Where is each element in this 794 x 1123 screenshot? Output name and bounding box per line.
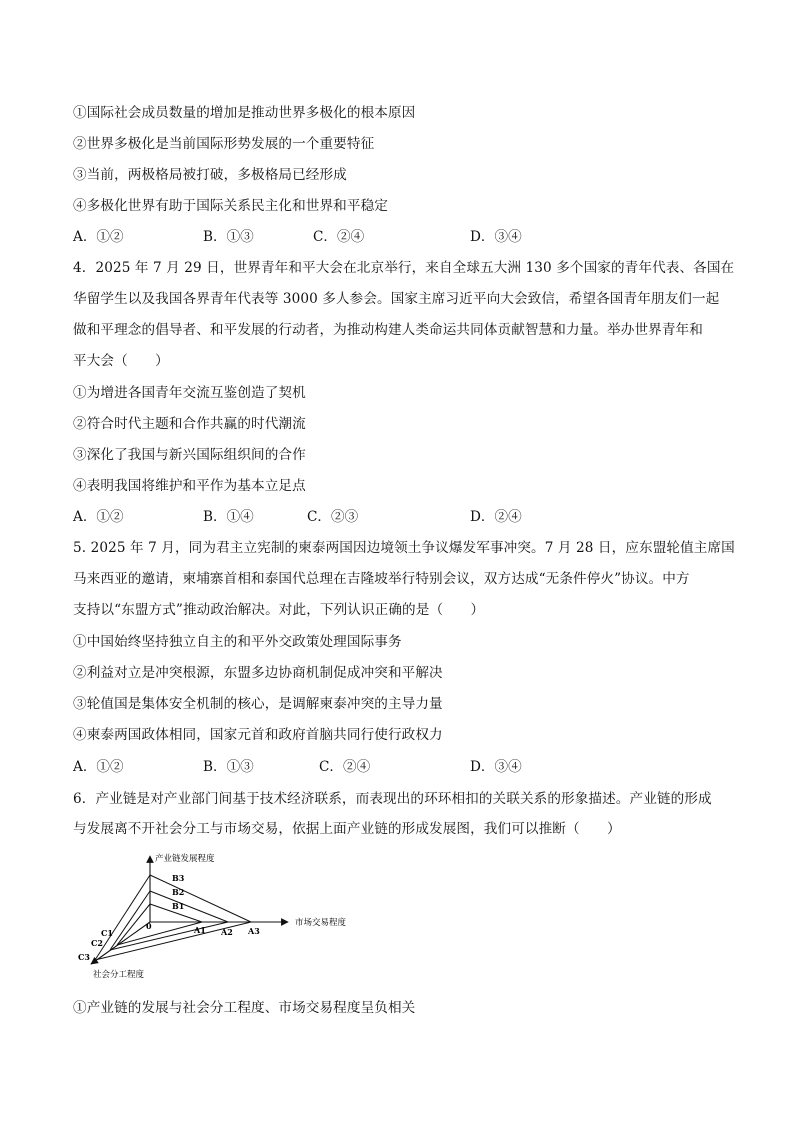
q5-stem-line-2: 马来西亚的邀请，柬埔寨首相和泰国代总理在吉隆坡举行特别会议，双方达成“无条件停火”协议。中方: [73, 571, 690, 587]
q5-option-2: ②利益对立是冲突根源，东盟多边协商机制促成冲突和平解决: [73, 665, 443, 681]
q4-option-2: ②符合时代主题和合作共赢的时代潮流: [73, 416, 306, 432]
label-b2: B2: [172, 887, 185, 897]
q3-choice-d[interactable]: D．③④: [470, 229, 522, 245]
q4-stem-line-3: 做和平理念的倡导者、和平发展的行动者，为推动构建人类命运共同体贡献智慧和力量。举办世界青年和: [73, 322, 703, 338]
label-a2: A2: [221, 927, 233, 937]
q4-choice-b[interactable]: B．①④: [203, 509, 254, 525]
q4-stem-line-1: 4．2025 年 7 月 29 日，世界青年和平大会在北京举行，来自全球五大洲 130 多个国家的青年代表、各国在: [73, 260, 735, 276]
q5-stem-line-1: 5. 2025 年 7 月，同为君主立宪制的柬泰两国因边境领土争议爆发军事冲突。7 月 28 日，应东盟轮值主席国: [73, 540, 735, 556]
q3-choice-b[interactable]: B．①③: [203, 229, 254, 245]
label-b1: B1: [172, 901, 185, 911]
q4-option-4: ④表明我国将维护和平作为基本立足点: [73, 478, 306, 494]
q3-choice-a[interactable]: A．①②: [73, 229, 124, 245]
label-c3: C3: [78, 952, 90, 962]
q4-choice-d[interactable]: D．②④: [470, 509, 522, 525]
q5-choice-c[interactable]: C．②④: [319, 759, 371, 775]
label-a1: A1: [194, 925, 206, 935]
origin-label: 0: [146, 921, 152, 931]
q5-option-3: ③轮值国是集体安全机制的核心，是调解柬泰冲突的主导力量: [73, 696, 443, 712]
q4-stem-line-2: 华留学生以及我国各界青年代表等 3000 多人参会。国家主席习近平向大会致信，希望各国青年朋友们一起: [73, 291, 720, 307]
q3-option-3: ③当前，两极格局被打破，多极格局已经形成: [73, 167, 347, 183]
y-axis-title: 产业链发展程度: [155, 854, 215, 864]
label-a3: A3: [248, 926, 260, 936]
x-axis-title: 市场交易程度: [295, 918, 347, 928]
q5-option-4: ④柬泰两国政体相同，国家元首和政府首脑共同行使行政权力: [73, 727, 443, 743]
q3-option-4: ④多极化世界有助于国际关系民主化和世界和平稳定: [73, 198, 388, 214]
q6-stem-line-2: 与发展离不开社会分工与市场交易，依据上面产业链的形成发展图，我们可以推断（ ）: [73, 821, 621, 837]
q3-option-1: ①国际社会成员数量的增加是推动世界多极化的根本原因: [73, 105, 416, 121]
label-c1: C1: [101, 928, 113, 938]
q5-choice-a[interactable]: A．①②: [73, 759, 124, 775]
q5-choice-b[interactable]: B．①③: [203, 759, 254, 775]
q3-choice-c[interactable]: C．②④: [313, 229, 365, 245]
q4-option-3: ③深化了我国与新兴国际组织间的合作: [73, 447, 306, 463]
q4-choice-a[interactable]: A．①②: [73, 509, 124, 525]
q4-choice-c[interactable]: C．②③: [307, 509, 359, 525]
q4-option-1: ①为增进各国青年交流互鉴创造了契机: [73, 385, 306, 401]
triangle-2: [110, 891, 228, 950]
q4-stem-line-4: 平大会（ ）: [73, 353, 169, 369]
z-axis-title: 社会分工程度: [93, 970, 145, 980]
q6-option-1: ①产业链的发展与社会分工程度、市场交易程度呈负相关: [73, 1000, 416, 1016]
q3-option-2: ②世界多极化是当前国际形势发展的一个重要特征: [73, 136, 375, 152]
q5-choice-d[interactable]: D．③④: [470, 759, 522, 775]
label-b3: B3: [172, 873, 185, 883]
q6-stem-line-1: 6．产业链是对产业部门间基于技术经济联系，而表现出的环环相扣的关联关系的形象描述。产业链的形成: [73, 791, 712, 807]
q5-option-1: ①中国始终坚持独立自主的和平外交政策处理国际事务: [73, 634, 402, 650]
industry-chain-diagram: [73, 850, 373, 985]
triangle-1: [117, 904, 202, 945]
label-c2: C2: [91, 938, 103, 948]
q5-stem-line-3: 支持以“东盟方式”推动政治解决。对此，下列认识正确的是（ ）: [73, 602, 485, 618]
